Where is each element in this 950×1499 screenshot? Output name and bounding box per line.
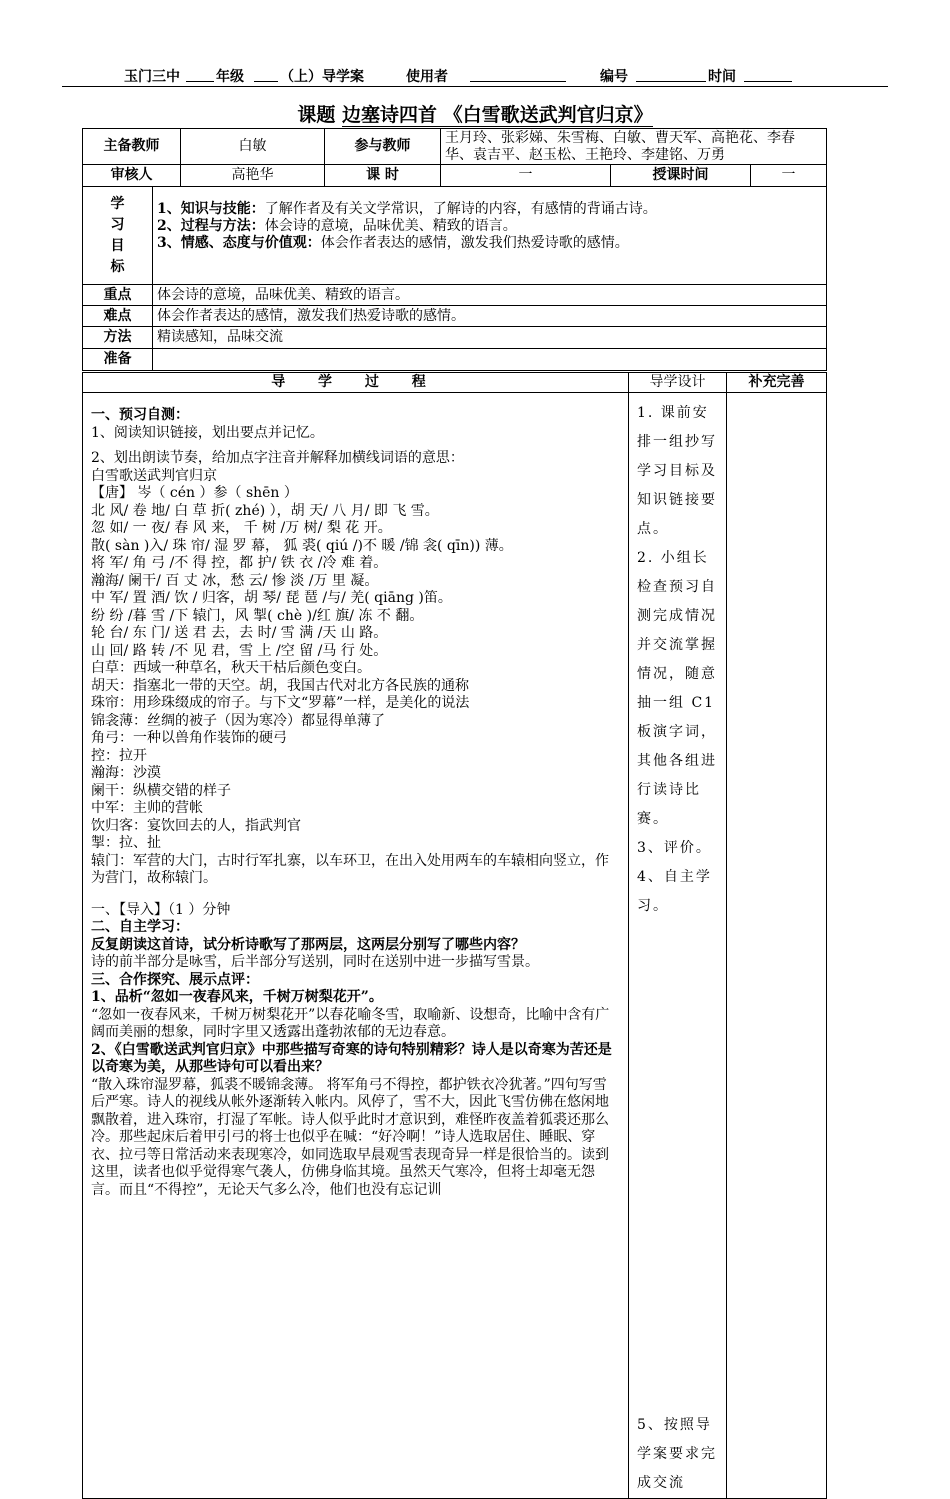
note: 白草：西域一种草名，秋天干枯后颜色变白。 — [91, 660, 371, 676]
prep-label: 准备 — [83, 349, 153, 371]
poem-line: 散( sàn )入/ 珠 帘/ 湿 罗 幕， 狐 裘( qiú /)不 暖 /锦 衾( qīn)) 薄。 — [91, 537, 513, 554]
participants-label: 参与教师 — [325, 129, 441, 165]
note: 珠帘：用珍珠缀成的帘子。与下文“罗幕”一样，是美化的说法 — [91, 695, 470, 711]
periods-label: 课 时 — [325, 165, 441, 187]
page-title: 课题 边塞诗四首 《白雪歌送武判官归京》 — [297, 104, 653, 126]
note: 控：拉开 — [91, 747, 147, 764]
objective-item: 3、情感、态度与价值观：体会作者表达的感情，激发我们热爱诗歌的感情。 — [157, 235, 629, 251]
note: 阑干：纵横交错的样子 — [91, 782, 231, 799]
number-label: 编号 — [600, 69, 628, 85]
method: 精读感知，品味交流 — [153, 327, 827, 349]
grade-label: 年级 — [216, 69, 244, 85]
preparation — [153, 349, 827, 371]
page-header — [62, 64, 888, 86]
participants: 王月玲、张彩娣、朱雪梅、白敏、曹天军、高艳花、李春华、袁吉平、赵玉松、王艳玲、李建铭、万勇 — [441, 129, 827, 165]
difficulty-label: 难点 — [83, 306, 153, 327]
term-label: （上）导学案 — [280, 69, 364, 85]
section-self-study: 二、自主学习： — [91, 919, 189, 935]
design-notes: 1. 课前安排一组抄写学习目标及知识链接要点。 2. 小组长检查预习自测完成情况并交流掌握情况，随意抽一组 C1 板演字词，其他各组进行读诗比赛。 3、评价。 4、自主学习。 5、按照导学案要求完成交流 — [629, 393, 727, 1499]
objective-item: 1、知识与技能：了解作者及有关文学常识，了解诗的内容，有感情的背诵古诗。 — [157, 201, 657, 217]
supplement-header: 补充完善 — [727, 373, 827, 393]
objective-item: 2、过程与方法：体会诗的意境，品味优美、精致的语言。 — [157, 218, 517, 234]
difficulty: 体会作者表达的感情，激发我们热爱诗歌的感情。 — [153, 306, 827, 327]
note: 胡天：指塞北一带的天空。胡，我国古代对北方各民族的通称 — [91, 677, 469, 694]
poem-line: 中 军/ 置 酒/ 饮 / 归客，胡 琴/ 琵 琶 /与/ 羌( qiāng )笛。 — [91, 590, 452, 606]
section-preview: 一、预习自测： — [91, 407, 189, 423]
time-label: 时间 — [708, 69, 736, 85]
poem-line: 轮 台/ 东 门/ 送 君 去，去 时/ 雪 满 /天 山 路。 — [91, 625, 388, 641]
poem-line: 忽 如/ 一 夜/ 春 风 来， 千 树 /万 树/ 梨 花 开。 — [91, 520, 392, 536]
objectives — [153, 187, 827, 285]
poem-line: 将 军/ 角 弓 /不 得 控，都 护/ 铁 衣 /冷 难 着。 — [91, 555, 388, 571]
design-header: 导学设计 — [629, 373, 727, 393]
note: 掣：拉、扯 — [91, 835, 161, 851]
poem-line: 山 回/ 路 转 /不 见 君，雪 上 /空 留 /马 行 处。 — [91, 642, 388, 659]
reviewer-label: 审核人 — [83, 165, 181, 187]
school-name: 玉门三中 — [124, 69, 180, 85]
process-table — [82, 372, 827, 1499]
note: 辕门：军营的大门，古时行军扎寨，以车环卫，在出入处用两车的车辕相向竖立，作为营门，故称辕门。 — [91, 852, 609, 886]
reviewer: 高艳华 — [181, 165, 325, 187]
note: 角弓：一种以兽角作装饰的硬弓 — [91, 730, 287, 746]
section-cooperation: 三、合作探究、展示点评： — [91, 971, 259, 988]
note: 饮归客：宴饮回去的人，指武判官 — [91, 817, 301, 834]
lesson-time-label: 授课时间 — [611, 165, 751, 187]
note: 锦衾薄：丝绸的被子（因为寒冷）都显得单薄了 — [91, 712, 385, 729]
poem-line: 纷 纷 /暮 雪 /下 辕门，风 掣( chè )/红 旗/ 冻 不 翻。 — [91, 607, 424, 624]
process-content: 一、预习自测： 1、阅读知识链接，划出要点并记忆。 2、划出朗读节奏，给加点字注音并解释加横线词语的意思： 白雪歌送武判官归京 【唐】 岑（ cén ）参（ shēn ） 北 风/ 卷 地/ 白 草 折( zhé) ），胡 天/ 八 月/ 即 飞 雪。 忽 如/ 一 夜/ 春 风 来， 千 树 /万 树/ 梨 花 开。 散( sàn )入/ 珠 帘/ 湿 罗 幕， 狐 裘( qiú /)不 暖 /锦 衾( qīn)) 薄。 将 军/ 角 弓 /不 得 控，都 护/ 铁 衣 /冷 难 着。 瀚海/ 阑干/ 百 丈 冰，愁 云/ 惨 淡 /万 里 凝。 中 军/ 置 酒/ 饮 / 归客，胡 琴/ 琵 琶 /与/ 羌( qiāng )笛。 纷 纷 /暮 雪 /下 辕门，风 掣( chè )/红 旗/ 冻 不 翻。 轮 台/ 东 门/ 送 君 去，去 时/ 雪 满 /天 山 路。 山 回/ 路 转 /不 见 君，雪 上 /空 留 /马 行 处。 白草：西域一种草名，秋天干枯后颜色变白。 胡天：指塞北一带的天空。胡，我国古代对北方各民族的通称 珠帘：用珍珠缀成的帘子。与下文“罗幕”一样，是美化的说法 锦衾薄：丝绸的被子（因为寒冷）都显得单薄了 角弓：一种以兽角作装饰的硬弓 控：拉开 瀚海：沙漠 阑干：纵横交错的样子 中军：主帅的营帐 饮归客：宴饮回去的人，指武判官 掣：拉、扯 辕门：军营的大门，古时行军扎寨，以车环卫，在出入处用两车的车辕相向竖立，作为营门，故称辕门。 一、【导入】（1 ）分钟 二、自主学习： 反复朗读这首诗，试分析诗歌写了那两层，这两层分别写了哪些内容？ 诗的前半部分是咏雪，后半部分写送别，同时在送别中进一步描写雪景。 三、合作探究、展示点评： 1、品析“忽如一夜春风来，千树万树梨花开”。 “忽如一夜春风来，千树万树梨花开”以春花喻冬雪，取喻新、设想奇，比喻中含有广阔而美丽的想象，同时字里又透露出蓬勃浓郁的无边春意。 2、《白雪歌送武判官归京》中那些描写奇寒的诗句特别精彩？诗人是以奇寒为苦还是以奇寒为美，从那些诗句可以看出来？ “散入珠帘湿罗幕，狐裘不暖锦衾薄。 将军角弓不得控，都护铁衣冷犹著。”四句写雪后严寒。诗人的视线从帐外逐渐转入帐内。风停了，雪不大，因此飞雪仿佛在悠闲地飘散着，进入珠帘，打湿了军帐。诗人似乎此时才意识到，难怪昨夜盖着狐裘还那么冷。那些起床后着甲引弓的将士也似乎在喊：“好冷啊！”诗人选取居住、睡眠、穿衣、拉弓等日常活动来表现寒冷，如同选取早晨观雪表现奇异一样是很恰当的。读到这里，读者也似乎觉得寒气袭人，仿佛身临其境。虽然天气寒冷，但将士却毫无怨言。而且“不得控”，无论天气多么冷，他们也没有忘记训 — [83, 393, 629, 1499]
lead-teacher-label: 主备教师 — [83, 129, 181, 165]
supplement-column — [727, 393, 827, 1499]
objectives-label: 学习目标 — [83, 187, 153, 285]
lead-teacher: 白敏 — [181, 129, 325, 165]
intro: 一、【导入】（1 ）分钟 — [91, 901, 231, 918]
key-points: 体会诗的意境，品味优美、精致的语言。 — [153, 285, 827, 306]
poem-line: 瀚海/ 阑干/ 百 丈 冰，愁 云/ 惨 淡 /万 里 凝。 — [91, 572, 379, 589]
note: 瀚海：沙漠 — [91, 765, 161, 781]
process-header: 导 学 过 程 — [83, 373, 629, 393]
lesson-time: 一 — [751, 165, 827, 187]
method-label: 方法 — [83, 327, 153, 349]
lesson-info-table — [82, 128, 827, 371]
poem-author: 【唐】 岑（ cén ）参（ shēn ） — [91, 485, 298, 501]
poem-line: 北 风/ 卷 地/ 白 草 折( zhé) ），胡 天/ 八 月/ 即 飞 雪。 — [91, 502, 439, 519]
key-label: 重点 — [83, 285, 153, 306]
header-rule — [62, 86, 888, 87]
user-label: 使用者 — [406, 69, 448, 85]
note: 中军：主帅的营帐 — [91, 800, 203, 816]
poem-title: 白雪歌送武判官归京 — [91, 467, 217, 484]
periods: 一 — [441, 165, 611, 187]
